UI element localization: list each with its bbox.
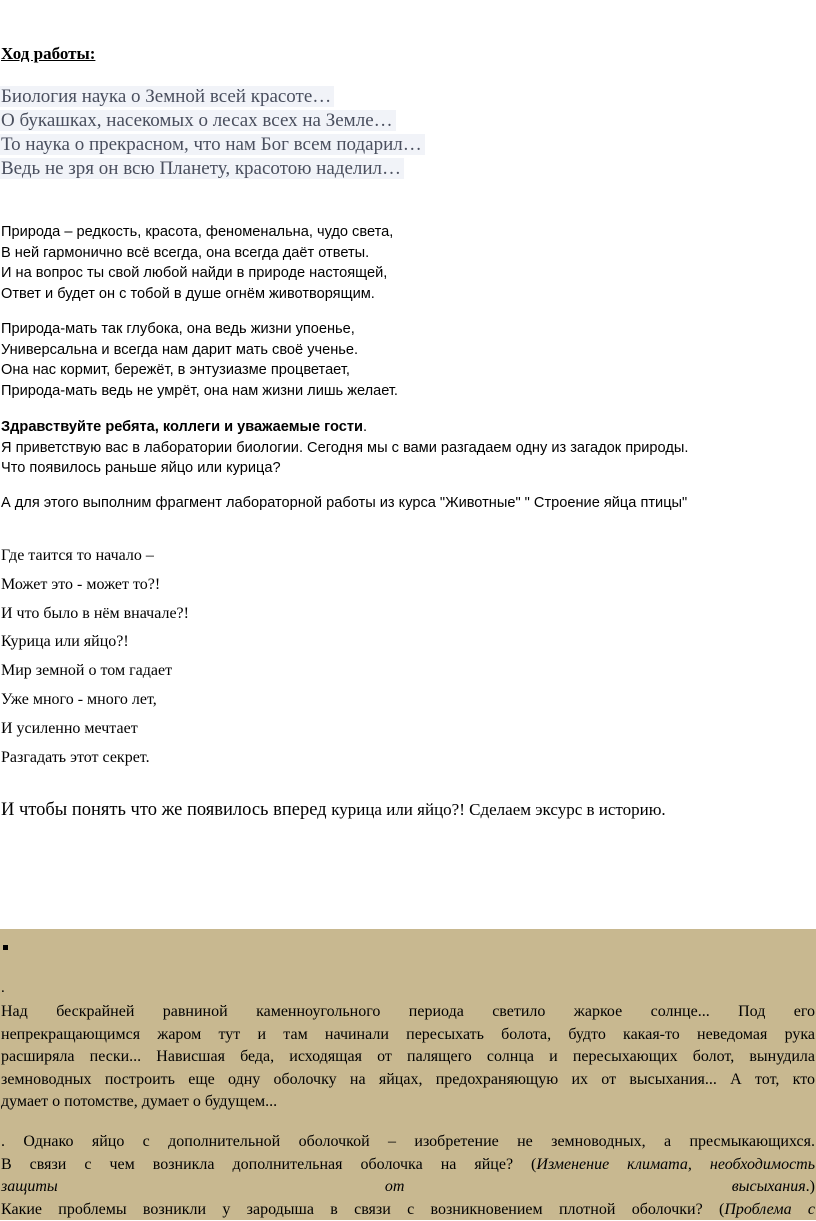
poem-riddle-line: Разгадать этот секрет. [1,744,189,773]
poem-riddle-line: Курица или яйцо?! [1,628,189,657]
history-paragraph-1 [1,1001,815,1114]
history-line: земноводных построить еще одну оболочку на яйцах, предохраняющую их от высыхания... А тот, кто [1,1069,815,1092]
poem-mother-line: Она нас кормит, бережёт, в энтузиазме процветает, [1,360,398,381]
poem-riddle-line: Мир земной о том гадает [1,657,189,686]
history-line: думает о потомстве, думает о будущем... [1,1091,815,1114]
history-line: расширяла пески... Нависшая беда, исходящая от палящего солнца и пересыхающих болот, вынудила [1,1046,815,1069]
history-word: высыхания [732,1176,806,1199]
history-line: Над бескрайней равниной каменноугольного периода светило жаркое солнце... Под его [1,1001,815,1024]
poem-mother-line: Универсальна и всегда нам дарит мать своё ученье. [1,340,398,361]
history-line: В связи с чем возникла дополнительная оболочка на яйце? (Изменение климата, необходимость [1,1154,815,1177]
page-heading: Ход работы: [1,44,95,64]
greeting-line: Я приветствую вас в лаборатории биологии. Сегодня мы с вами разгадаем одну из загадок природы. [1,438,688,459]
poem-riddle [1,542,189,772]
poem-riddle-line: Где таится то начало – [1,542,189,571]
poem-nature [1,222,393,304]
greeting-line: Здравствуйте ребята, коллеги и уважаемые гости. [1,417,688,438]
poem-intro-line: О букашках, насекомых о лесах всех на Земле… [0,109,425,133]
poem-nature-line: В ней гармонично всё всегда, она всегда даёт ответы. [1,243,393,264]
poem-nature-line: Природа – редкость, красота, феноменальна, чудо света, [1,222,393,243]
greeting-block [1,417,688,479]
history-paragraph-2 [1,1131,815,1221]
history-dot: . [1,980,5,997]
history-word: защиты [1,1176,58,1199]
history-line: непрекращающимся жаром тут и там начинали пересыхать болота, будто какая-то неведомая рука [1,1024,815,1047]
greeting-line: Что появилось раньше яйцо или курица? [1,458,688,479]
poem-riddle-line: И что было в нём вначале?! [1,600,189,629]
history-line: защиты от высыхания .) [1,1176,815,1199]
understand-line: И чтобы понять что же появилось вперед курица или яйцо?! Сделаем эксурс в историю. [1,800,666,821]
poem-intro-line: То наука о прекрасном, что нам Бог всем подарил… [0,133,425,157]
lab-work-line: А для этого выполним фрагмент лабораторной работы из курса "Животные" " Строение яйца птицы" [1,495,687,511]
poem-mother [1,319,398,401]
poem-mother-line: Природа-мать так глубока, она ведь жизни упоенье, [1,319,398,340]
poem-intro-line: Ведь не зря он всю Планету, красотою наделил… [0,157,425,181]
poem-riddle-line: Может это - может то?! [1,571,189,600]
poem-mother-line: Природа-мать ведь не умрёт, она нам жизни лишь желает. [1,381,398,402]
bullet-icon [3,945,8,950]
poem-intro-line: Биология наука о Земной всей красоте… [0,85,425,109]
poem-riddle-line: Уже много - много лет, [1,686,189,715]
poem-riddle-line: И усиленно мечтает [1,715,189,744]
greeting-bold: Здравствуйте ребята, коллеги и уважаемые гости [1,419,363,435]
poem-nature-line: Ответ и будет он с тобой в душе огнём животворящим. [1,284,393,305]
history-line: . Однако яйцо с дополнительной оболочкой – изобретение не земноводных, а пресмыкающихся. [1,1131,815,1154]
poem-intro [0,85,425,181]
history-word: от [385,1176,405,1199]
history-line: Какие проблемы возникли у зародыша в связи с возникновением плотной оболочки? (Проблема с [1,1199,815,1221]
poem-nature-line: И на вопрос ты свой любой найди в природе настоящей, [1,263,393,284]
